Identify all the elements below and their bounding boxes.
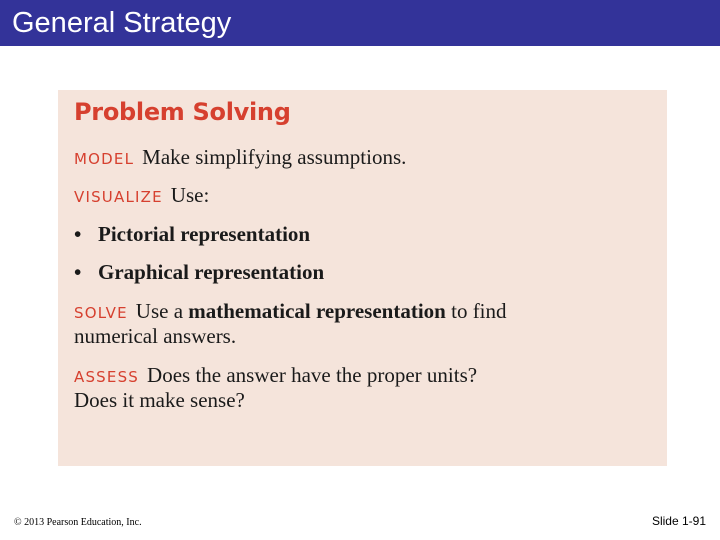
visualize-text: Use: [170,183,210,207]
solve-row-line2 [74,324,236,349]
solve-row [74,299,507,326]
solve-text-bold: mathematical representation [188,299,446,323]
copyright-notice: © 2013 Pearson Education, Inc. [14,517,142,528]
assess-text-line2: Does it make sense? [74,388,245,412]
panel-heading: Problem Solving [74,98,291,126]
assess-row-line2 [74,388,245,413]
solve-tag: SOLVE [74,304,128,322]
bullet-text: Graphical representation [98,260,325,284]
assess-tag: ASSESS [74,368,140,386]
visualize-bullet-2 [74,260,324,285]
solve-text-line2: numerical answers. [74,324,237,348]
visualize-tag: VISUALIZE [74,188,163,206]
slide-number: Slide 1-91 [651,514,706,528]
bullet-text: Pictorial representation [98,222,311,246]
bullet-marker: • [74,260,82,284]
model-text: Make simplifying assumptions. [142,145,407,169]
solve-text-after: to find [451,299,507,323]
model-row [74,145,406,172]
visualize-bullet-1 [74,222,310,247]
bullet-marker: • [74,222,82,246]
problem-solving-panel [58,90,667,466]
solve-text-before: Use a [135,299,184,323]
assess-row [74,363,477,390]
slide-title: General Strategy [12,7,232,39]
model-tag: MODEL [74,150,135,168]
title-bar [0,0,720,46]
assess-text-line1: Does the answer have the proper units? [147,363,478,387]
visualize-row [74,183,209,210]
